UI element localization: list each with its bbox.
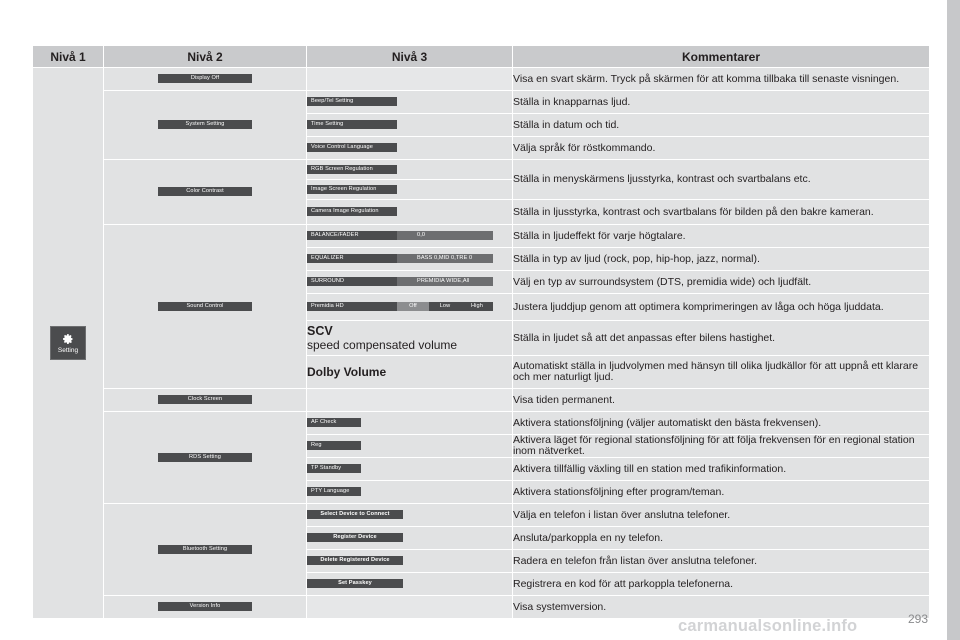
select-device-button: Select Device to Connect	[307, 510, 403, 519]
level2-cell	[104, 160, 307, 225]
comment-cell: Välja språk för röstkommando.	[513, 137, 930, 160]
balance-fader-value: 0,0	[397, 231, 493, 240]
rgb-screen-regulation-button: RGB Screen Regulation	[307, 165, 397, 174]
comment-cell: Aktivera stationsföljning efter program/teman.	[513, 481, 930, 504]
time-setting-button: Time Setting	[307, 120, 397, 129]
comment-cell: Registrera en kod för att parkoppla telefonerna.	[513, 573, 930, 596]
system-setting-button: System Setting	[158, 120, 252, 129]
comment-cell: Visa systemversion.	[513, 596, 930, 619]
settings-label: Setting	[57, 346, 79, 354]
premidia-option-high: High	[471, 303, 483, 310]
level3-cell	[307, 458, 513, 481]
comment-cell: Välja en telefon i listan över anslutna telefoner.	[513, 504, 930, 527]
pty-language-button: PTY Language	[307, 487, 361, 496]
settings-button	[50, 326, 86, 360]
level2-cell	[104, 596, 307, 619]
table-row	[33, 504, 930, 527]
table-row	[33, 160, 930, 180]
premidia-hd-label: Premidia HD	[311, 303, 344, 310]
level3-cell	[307, 91, 513, 114]
comment-cell: Aktivera stationsföljning (väljer automatiskt den bästa frekvensen).	[513, 412, 930, 435]
comment-cell: Aktivera tillfällig växling till en station med trafikinformation.	[513, 458, 930, 481]
scv-title: SCV	[307, 324, 333, 338]
level3-cell	[307, 200, 513, 225]
level3-cell	[307, 137, 513, 160]
comment-cell: Ställa in ljusstyrka, kontrast och svartbalans för bilden på den bakre kameran.	[513, 200, 930, 225]
voice-control-language-button: Voice Control Language	[307, 143, 397, 152]
camera-image-regulation-button: Camera Image Regulation	[307, 207, 397, 216]
display-off-button: Display Off	[158, 74, 252, 83]
table-row	[33, 389, 930, 412]
level3-cell	[307, 356, 513, 389]
level3-cell	[307, 321, 513, 356]
comment-cell: Aktivera läget för regional stationsföljning för att följa frekvensen för en regional station inom nätverket.	[513, 435, 930, 458]
level3-cell	[307, 180, 513, 200]
set-passkey-button: Set Passkey	[307, 579, 403, 588]
premidia-option-off: Off	[397, 302, 429, 311]
comment-cell: Visa tiden permanent.	[513, 389, 930, 412]
color-contrast-button: Color Contrast	[158, 187, 252, 196]
table-header-row	[33, 46, 930, 68]
level3-cell	[307, 550, 513, 573]
settings-menu-table	[32, 45, 930, 619]
version-info-button: Version Info	[158, 602, 252, 611]
gear-icon	[62, 333, 74, 345]
sound-control-button: Sound Control	[158, 302, 252, 311]
level2-cell	[104, 91, 307, 160]
scv-subtitle: speed compensated volume	[307, 338, 458, 352]
comment-cell: Automatiskt ställa in ljudvolymen med hänsyn till olika ljudkällor för att uppnå ett klarare och mer naturligt ljud.	[513, 356, 930, 389]
level3-cell-empty	[307, 596, 513, 619]
level2-cell	[104, 504, 307, 596]
level3-cell	[307, 527, 513, 550]
premidia-option-low: Low	[439, 303, 451, 310]
surround-label: SURROUND	[311, 278, 345, 285]
bluetooth-setting-button: Bluetooth Setting	[158, 545, 252, 554]
surround-value: PREMIDIA WIDE,All	[397, 277, 493, 286]
page-number: 293	[907, 612, 928, 626]
header-level-1: Nivå 1	[33, 46, 104, 68]
level3-cell	[307, 435, 513, 458]
header-level-2: Nivå 2	[104, 46, 307, 68]
tp-standby-button: TP Standby	[307, 464, 361, 473]
balance-fader-setting	[307, 231, 493, 240]
level3-cell	[307, 573, 513, 596]
comment-cell: Ställa in knapparnas ljud.	[513, 91, 930, 114]
surround-setting	[307, 277, 493, 286]
level3-cell	[307, 225, 513, 248]
level3-cell-empty	[307, 389, 513, 412]
header-level-3: Nivå 3	[307, 46, 513, 68]
level2-cell	[104, 389, 307, 412]
beep-tel-setting-button: Beep/Tel Setting	[307, 97, 397, 106]
equalizer-value: BASS 0,MID 0,TRE 0	[397, 254, 493, 263]
level2-cell	[104, 68, 307, 91]
image-screen-regulation-button: Image Screen Regulation	[307, 185, 397, 194]
rds-setting-button: RDS Setting	[158, 453, 252, 462]
level3-cell	[307, 271, 513, 294]
page-edge-strip	[947, 0, 960, 640]
header-comments: Kommentarer	[513, 46, 930, 68]
premidia-hd-setting	[307, 302, 493, 311]
level3-cell	[307, 504, 513, 527]
af-check-button: AF Check	[307, 418, 361, 427]
table-row	[33, 68, 930, 91]
premidia-hd-options	[397, 302, 493, 311]
comment-cell: Ställa in typ av ljud (rock, pop, hip-hop, jazz, normal).	[513, 248, 930, 271]
comment-cell: Ställa in menyskärmens ljusstyrka, kontrast och svartbalans etc.	[513, 160, 930, 200]
equalizer-label: EQUALIZER	[311, 255, 344, 262]
comment-cell: Visa en svart skärm. Tryck på skärmen för att komma tillbaka till senaste visningen.	[513, 68, 930, 91]
clock-screen-button: Clock Screen	[158, 395, 252, 404]
level2-cell	[104, 412, 307, 504]
comment-cell: Välj en typ av surroundsystem (DTS, premidia wide) och ljudfält.	[513, 271, 930, 294]
level3-cell	[307, 160, 513, 180]
balance-fader-label: BALANCE/FADER	[311, 232, 359, 239]
delete-registered-device-button: Delete Registered Device	[307, 556, 403, 565]
comment-cell: Ansluta/parkoppla en ny telefon.	[513, 527, 930, 550]
register-device-button: Register Device	[307, 533, 403, 542]
level3-cell	[307, 412, 513, 435]
comment-cell: Ställa in datum och tid.	[513, 114, 930, 137]
level2-cell	[104, 225, 307, 389]
level3-cell	[307, 481, 513, 504]
reg-button: Reg	[307, 441, 361, 450]
level3-cell-empty	[307, 68, 513, 91]
level3-cell	[307, 294, 513, 321]
table-row	[33, 91, 930, 114]
comment-cell: Justera ljuddjup genom att optimera komprimeringen av låga och höga ljuddata.	[513, 294, 930, 321]
comment-cell: Ställa in ljudet så att det anpassas efter bilens hastighet.	[513, 321, 930, 356]
level3-cell	[307, 114, 513, 137]
table-row	[33, 225, 930, 248]
level1-cell	[33, 68, 104, 619]
comment-cell: Ställa in ljudeffekt för varje högtalare.	[513, 225, 930, 248]
equalizer-setting	[307, 254, 493, 263]
table-row	[33, 596, 930, 619]
table-row	[33, 412, 930, 435]
watermark: carmanualsonline.info	[678, 617, 858, 635]
comment-cell: Radera en telefon från listan över anslutna telefoner.	[513, 550, 930, 573]
level3-cell	[307, 248, 513, 271]
dolby-volume-title: Dolby Volume	[307, 365, 387, 379]
